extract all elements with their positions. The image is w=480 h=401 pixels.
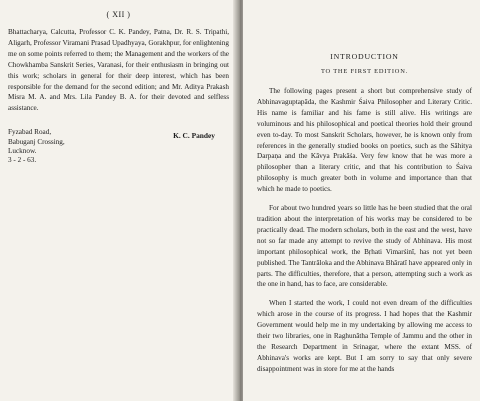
address-line: Lucknow. xyxy=(8,146,37,155)
author-signature: K. C. Pandey xyxy=(173,131,215,141)
date-line: 3 - 2 - 63. xyxy=(8,156,37,165)
body-paragraph: When I started the work, I could not even dream of the difficulties which arose in the course of its progress. I had hopes that the Kashmir Government would help me in my undertaking by allowing me access to their two libraries, one in Raghunātha Temple of Jammu and the other in the Research Department in Srinagar, where the extant MSS. of Abhinava's works are kept. But I am sorry to say that only severe disappointment was in store for me at the hands xyxy=(257,299,472,373)
introduction-text xyxy=(257,86,472,375)
left-page xyxy=(0,0,237,401)
right-page xyxy=(243,0,480,401)
acknowledgements-text xyxy=(8,27,229,114)
page-number: ( XII ) xyxy=(106,10,131,19)
chapter-heading: INTRODUCTION xyxy=(330,52,399,61)
signature-block xyxy=(8,128,229,165)
body-paragraph: The following pages present a short but comprehensive study of Abhinavaguptapāda, the Kashmir Śaiva Philosopher and Literary Critic. His name is familiar and his fame is still alive. His writings are voluminous and his philosophical and poetical theories hold their ground even to-day. To most Sanskrit Scholars, however, he is known only from references in the generally studied books on poetics, such as the Sāhitya Darpaṇa and the Kāvya Prakāśa. Very few know that he was more a philosopher than a literary critic, and that his contribution to Śaiva philosophy is much greater both in volume and importance than that which he made to poetics. xyxy=(257,87,472,194)
chapter-subheading: TO THE FIRST EDITION. xyxy=(320,68,409,75)
address-line: Babuganj Crossing, xyxy=(8,137,65,146)
acknowledgements-paragraph: Bhattacharya, Calcutta, Professor C. K. Pandey, Patna, Dr. R. S. Tripathi, Aligarh, Professor Viramani Prasad Upadhyaya, Gorakhpur, for enlightening me on some points referred to them; the Management and the workers of the Chowkhamba Sanskrit Series, Varanasi, for their enthusiasm in bringing out this work; scholars in general for their deep interest, which has been responsible for the demand for the second edition; and Mr. Aditya Prakash Misra M. A. and Mrs. Lila Pandey B. A. for their devoted and selfless assistance. xyxy=(8,28,229,113)
address-line: Fyzabad Road, xyxy=(8,128,52,137)
body-paragraph: For about two hundred years so little has he been studied that the oral tradition about the interpretation of his works may be considered to be practically dead. The modern scholars, both in the east and the west, have not so far made any attempt to revive the study of Abhinava. His most important philosophical work, the Bṛhati Vimarśinī, has not yet been published. The Tantrāloka and the Abhinava Bhāratī have appeared only in parts. The difficulties, therefore, that a person, attempting such a work as the one in hand, has to face, are considerable. xyxy=(257,204,472,289)
